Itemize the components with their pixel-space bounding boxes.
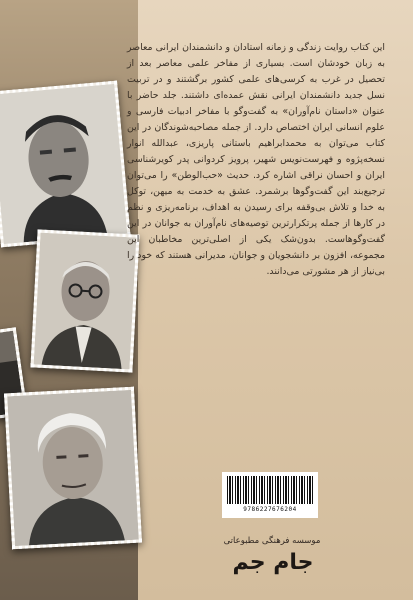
barcode-number: 9786227676204 [243,506,297,513]
description-paragraph: این کتاب روایت زندگی و زمانه استادان و دانشمندان ایرانی معاصر به زبان خودشان است. بسیاری از مفاخر علمی معاصر بعد از تحصیل در غرب به کرسی‌های علمی کشور برگشتند و در تربیت نسل جدید دانشمندان ایرانی نقش عمده‌ای داشتند. جلد حاضر با عنوان «داستان نام‌آوران» به گفت‌وگو با مفاخر ادبیات فارسی و علوم انسانی ایران اختصاص دارد. از جمله مصاحبه‌شوندگان در این کتاب می‌توان به محمدابراهیم باستانی پاریزی، عبدالله انوار نسخه‌پژوه و فهرست‌نویس شهیر، پرویز کردوانی پدر کویرشناسی ایران و احسان نراقی اشاره کرد. حدیث «حب‌الوطن» را می‌توان ترجیع‌بند این گفت‌وگوها برشمرد. عشق به خدمت به میهن، توکل به خدا و تلاش بی‌وقفه برای رسیدن به اهداف، برنامه‌ریزی و نظم در کارها از جمله پرتکرارترین توصیه‌های نام‌آوران به جوانان در این گفت‌وگوهاست. بدون‌شک یکی از اصلی‌ترین مخاطبان این مجموعه، افزون بر دانشجویان و جوانان، مدیرانی هستند که خود را بی‌نیاز از هر مشورتی می‌دانند. [127,42,385,277]
back-cover-description [127,40,385,280]
barcode-bars [227,476,313,504]
portrait-stamp-4 [4,387,142,550]
portrait-white-haired-man-image [7,390,139,546]
isbn-barcode [222,472,318,518]
publisher-logo: جام جم [232,550,314,575]
publisher-name: موسسه فرهنگی مطبوعاتی [223,536,321,546]
portrait-stamp-2 [30,229,139,372]
portrait-man-mustache-image [0,84,127,244]
portrait-stamp-1 [0,81,131,248]
portrait-old-man-glasses-image [34,233,137,370]
